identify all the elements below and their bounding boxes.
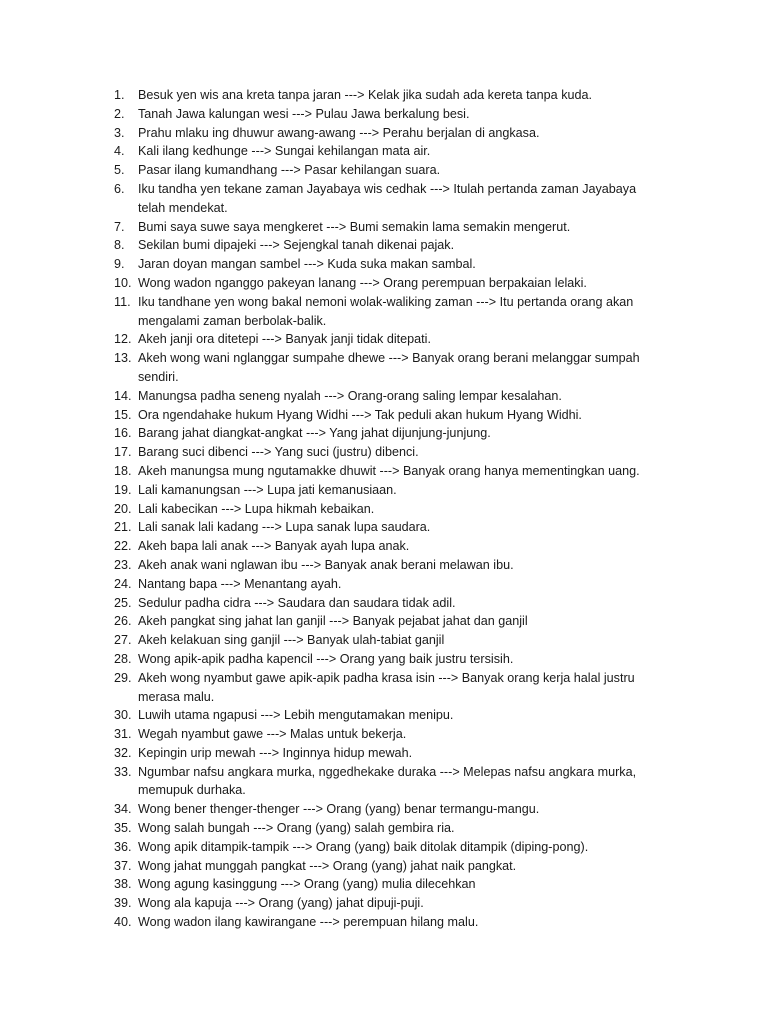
item-number: 20. xyxy=(114,501,132,516)
item-text: Sedulur padha cidra ---> Saudara dan saudara tidak adil. xyxy=(138,595,456,610)
item-text: Manungsa padha seneng nyalah ---> Orang-orang saling lempar kesalahan. xyxy=(138,388,562,403)
item-number: 39. xyxy=(114,896,132,911)
list-item xyxy=(0,330,768,349)
item-number: 28. xyxy=(114,651,132,666)
list-item xyxy=(0,594,768,613)
list-item xyxy=(0,857,768,876)
item-number: 19. xyxy=(114,482,132,497)
item-text: Tanah Jawa kalungan wesi ---> Pulau Jawa berkalung besi. xyxy=(138,106,470,121)
item-text: Wong ala kapuja ---> Orang (yang) jahat dipuji-puji. xyxy=(138,896,424,911)
list-item xyxy=(0,124,768,143)
list-item xyxy=(0,180,768,218)
item-number: 35. xyxy=(114,821,132,836)
item-text: Akeh janji ora ditetepi ---> Banyak janji tidak ditepati. xyxy=(138,332,431,347)
item-text: Akeh wong nyambut gawe apik-apik padha krasa isin ---> Banyak orang kerja halal justru merasa malu. xyxy=(138,670,635,704)
list-item xyxy=(0,349,768,387)
list-item xyxy=(0,706,768,725)
item-number: 40. xyxy=(114,915,132,930)
list-item xyxy=(0,838,768,857)
list-item xyxy=(0,500,768,519)
list-item xyxy=(0,387,768,406)
item-number: 26. xyxy=(114,614,132,629)
item-number: 17. xyxy=(114,445,132,460)
item-text: Pasar ilang kumandhang ---> Pasar kehilangan suara. xyxy=(138,163,441,178)
item-number: 13. xyxy=(114,351,132,366)
item-number: 30. xyxy=(114,708,132,723)
list-item xyxy=(0,406,768,425)
item-number: 24. xyxy=(114,576,132,591)
list-item xyxy=(0,875,768,894)
list-item xyxy=(0,725,768,744)
item-text: Iku tandhane yen wong bakal nemoni wolak-waliking zaman ---> Itu pertanda orang akan mengalami zaman berbolak-balik. xyxy=(138,294,634,328)
item-number: 33. xyxy=(114,764,132,779)
list-item xyxy=(0,518,768,537)
list-item xyxy=(0,161,768,180)
item-text: Wong wadon ilang kawirangane ---> perempuan hilang malu. xyxy=(138,915,479,930)
item-number: 11. xyxy=(114,294,131,309)
item-text: Lali kamanungsan ---> Lupa jati kemanusiaan. xyxy=(138,482,397,497)
item-text: Besuk yen wis ana kreta tanpa jaran ---> Kelak jika sudah ada kereta tanpa kuda. xyxy=(138,88,592,102)
item-text: Wegah nyambut gawe ---> Malas untuk bekerja. xyxy=(138,727,407,742)
item-number: 18. xyxy=(114,463,132,478)
item-number: 3. xyxy=(114,125,125,140)
item-number: 2. xyxy=(114,106,125,121)
item-text: Barang jahat diangkat-angkat ---> Yang jahat dijunjung-junjung. xyxy=(138,426,491,441)
item-number: 7. xyxy=(114,219,125,234)
item-text: Kali ilang kedhunge ---> Sungai kehilangan mata air. xyxy=(138,144,431,159)
item-number: 34. xyxy=(114,802,132,817)
list-item xyxy=(0,255,768,274)
item-number: 12. xyxy=(114,332,132,347)
item-text: Wong apik-apik padha kapencil ---> Orang yang baik justru tersisih. xyxy=(138,651,514,666)
item-text: Wong bener thenger-thenger ---> Orang (yang) benar termangu-mangu. xyxy=(138,802,540,817)
item-text: Lali kabecikan ---> Lupa hikmah kebaikan. xyxy=(138,501,375,516)
item-text: Wong jahat munggah pangkat ---> Orang (yang) jahat naik pangkat. xyxy=(138,858,517,873)
item-number: 4. xyxy=(114,144,125,159)
item-text: Iku tandha yen tekane zaman Jayabaya wis cedhak ---> Itulah pertanda zaman Jayabaya telah mendekat. xyxy=(138,181,637,215)
list-item xyxy=(0,819,768,838)
item-text: Akeh bapa lali anak ---> Banyak ayah lupa anak. xyxy=(138,539,410,554)
item-text: Akeh pangkat sing jahat lan ganjil ---> Banyak pejabat jahat dan ganjil xyxy=(138,614,528,629)
item-text: Wong wadon nganggo pakeyan lanang ---> Orang perempuan berpakaian lelaki. xyxy=(138,275,587,290)
item-text: Wong salah bungah ---> Orang (yang) salah gembira ria. xyxy=(138,821,455,836)
item-number: 8. xyxy=(114,238,125,253)
list-item xyxy=(0,537,768,556)
item-text: Akeh anak wani nglawan ibu ---> Banyak anak berani melawan ibu. xyxy=(138,557,514,572)
item-text: Akeh wong wani nglanggar sumpahe dhewe ---> Banyak orang berani melanggar sumpah sendiri. xyxy=(138,351,640,384)
list-item xyxy=(0,293,768,331)
list-item xyxy=(0,669,768,707)
list-item xyxy=(0,612,768,631)
list-item xyxy=(0,744,768,763)
item-text: Ngumbar nafsu angkara murka, nggedhekake duraka ---> Melepas nafsu angkara murka, memupuk durhaka. xyxy=(138,764,637,798)
item-number: 36. xyxy=(114,839,132,854)
list-item xyxy=(0,462,768,481)
item-number: 32. xyxy=(114,745,132,760)
list-item xyxy=(0,236,768,255)
item-text: Ora ngendahake hukum Hyang Widhi ---> Tak peduli akan hukum Hyang Widhi. xyxy=(138,407,582,422)
item-number: 31. xyxy=(114,727,132,742)
item-text: Sekilan bumi dipajeki ---> Sejengkal tanah dikenai pajak. xyxy=(138,238,455,253)
list-item xyxy=(0,631,768,650)
item-number: 38. xyxy=(114,877,132,892)
item-text: Jaran doyan mangan sambel ---> Kuda suka makan sambal. xyxy=(138,257,476,272)
item-number: 10. xyxy=(114,275,132,290)
item-text: Akeh kelakuan sing ganjil ---> Banyak ulah-tabiat ganjil xyxy=(138,633,445,648)
list-item xyxy=(0,218,768,237)
item-number: 23. xyxy=(114,557,132,572)
item-number: 15. xyxy=(114,407,132,422)
item-number: 27. xyxy=(114,633,132,648)
list-item xyxy=(0,443,768,462)
item-text: Akeh manungsa mung ngutamakke dhuwit ---> Banyak orang hanya mementingkan uang. xyxy=(138,463,640,478)
item-number: 25. xyxy=(114,595,132,610)
list-item xyxy=(0,105,768,124)
item-text: Barang suci dibenci ---> Yang suci (justru) dibenci. xyxy=(138,445,419,460)
list-item xyxy=(0,894,768,913)
list-item xyxy=(0,274,768,293)
item-number: 5. xyxy=(114,163,125,178)
list-item xyxy=(0,424,768,443)
item-number: 37. xyxy=(114,858,132,873)
item-text: Nantang bapa ---> Menantang ayah. xyxy=(138,576,342,591)
list-item xyxy=(0,142,768,161)
item-text: Luwih utama ngapusi ---> Lebih mengutamakan menipu. xyxy=(138,708,454,723)
item-text: Bumi saya suwe saya mengkeret ---> Bumi semakin lama semakin mengerut. xyxy=(138,219,571,234)
item-number: 9. xyxy=(114,257,125,272)
item-number: 6. xyxy=(114,181,125,196)
list-item xyxy=(0,913,768,932)
list-item xyxy=(0,800,768,819)
item-text: Wong agung kasinggung ---> Orang (yang) mulia dilecehkan xyxy=(138,877,476,892)
list-item xyxy=(0,763,768,801)
item-text: Lali sanak lali kadang ---> Lupa sanak lupa saudara. xyxy=(138,520,431,535)
list-item xyxy=(0,86,768,105)
item-text: Wong apik ditampik-tampik ---> Orang (yang) baik ditolak ditampik (diping-pong). xyxy=(138,839,589,854)
item-number: 14. xyxy=(114,388,132,403)
numbered-list xyxy=(0,86,768,932)
item-number: 22. xyxy=(114,539,132,554)
list-item xyxy=(0,556,768,575)
list-item xyxy=(0,481,768,500)
item-text: Kepingin urip mewah ---> Inginnya hidup mewah. xyxy=(138,745,413,760)
item-number: 21. xyxy=(114,520,132,535)
item-number: 29. xyxy=(114,670,132,685)
item-number: 1. xyxy=(114,88,125,102)
list-item xyxy=(0,650,768,669)
list-item xyxy=(0,575,768,594)
item-number: 16. xyxy=(114,426,132,441)
item-text: Prahu mlaku ing dhuwur awang-awang ---> Perahu berjalan di angkasa. xyxy=(138,125,540,140)
